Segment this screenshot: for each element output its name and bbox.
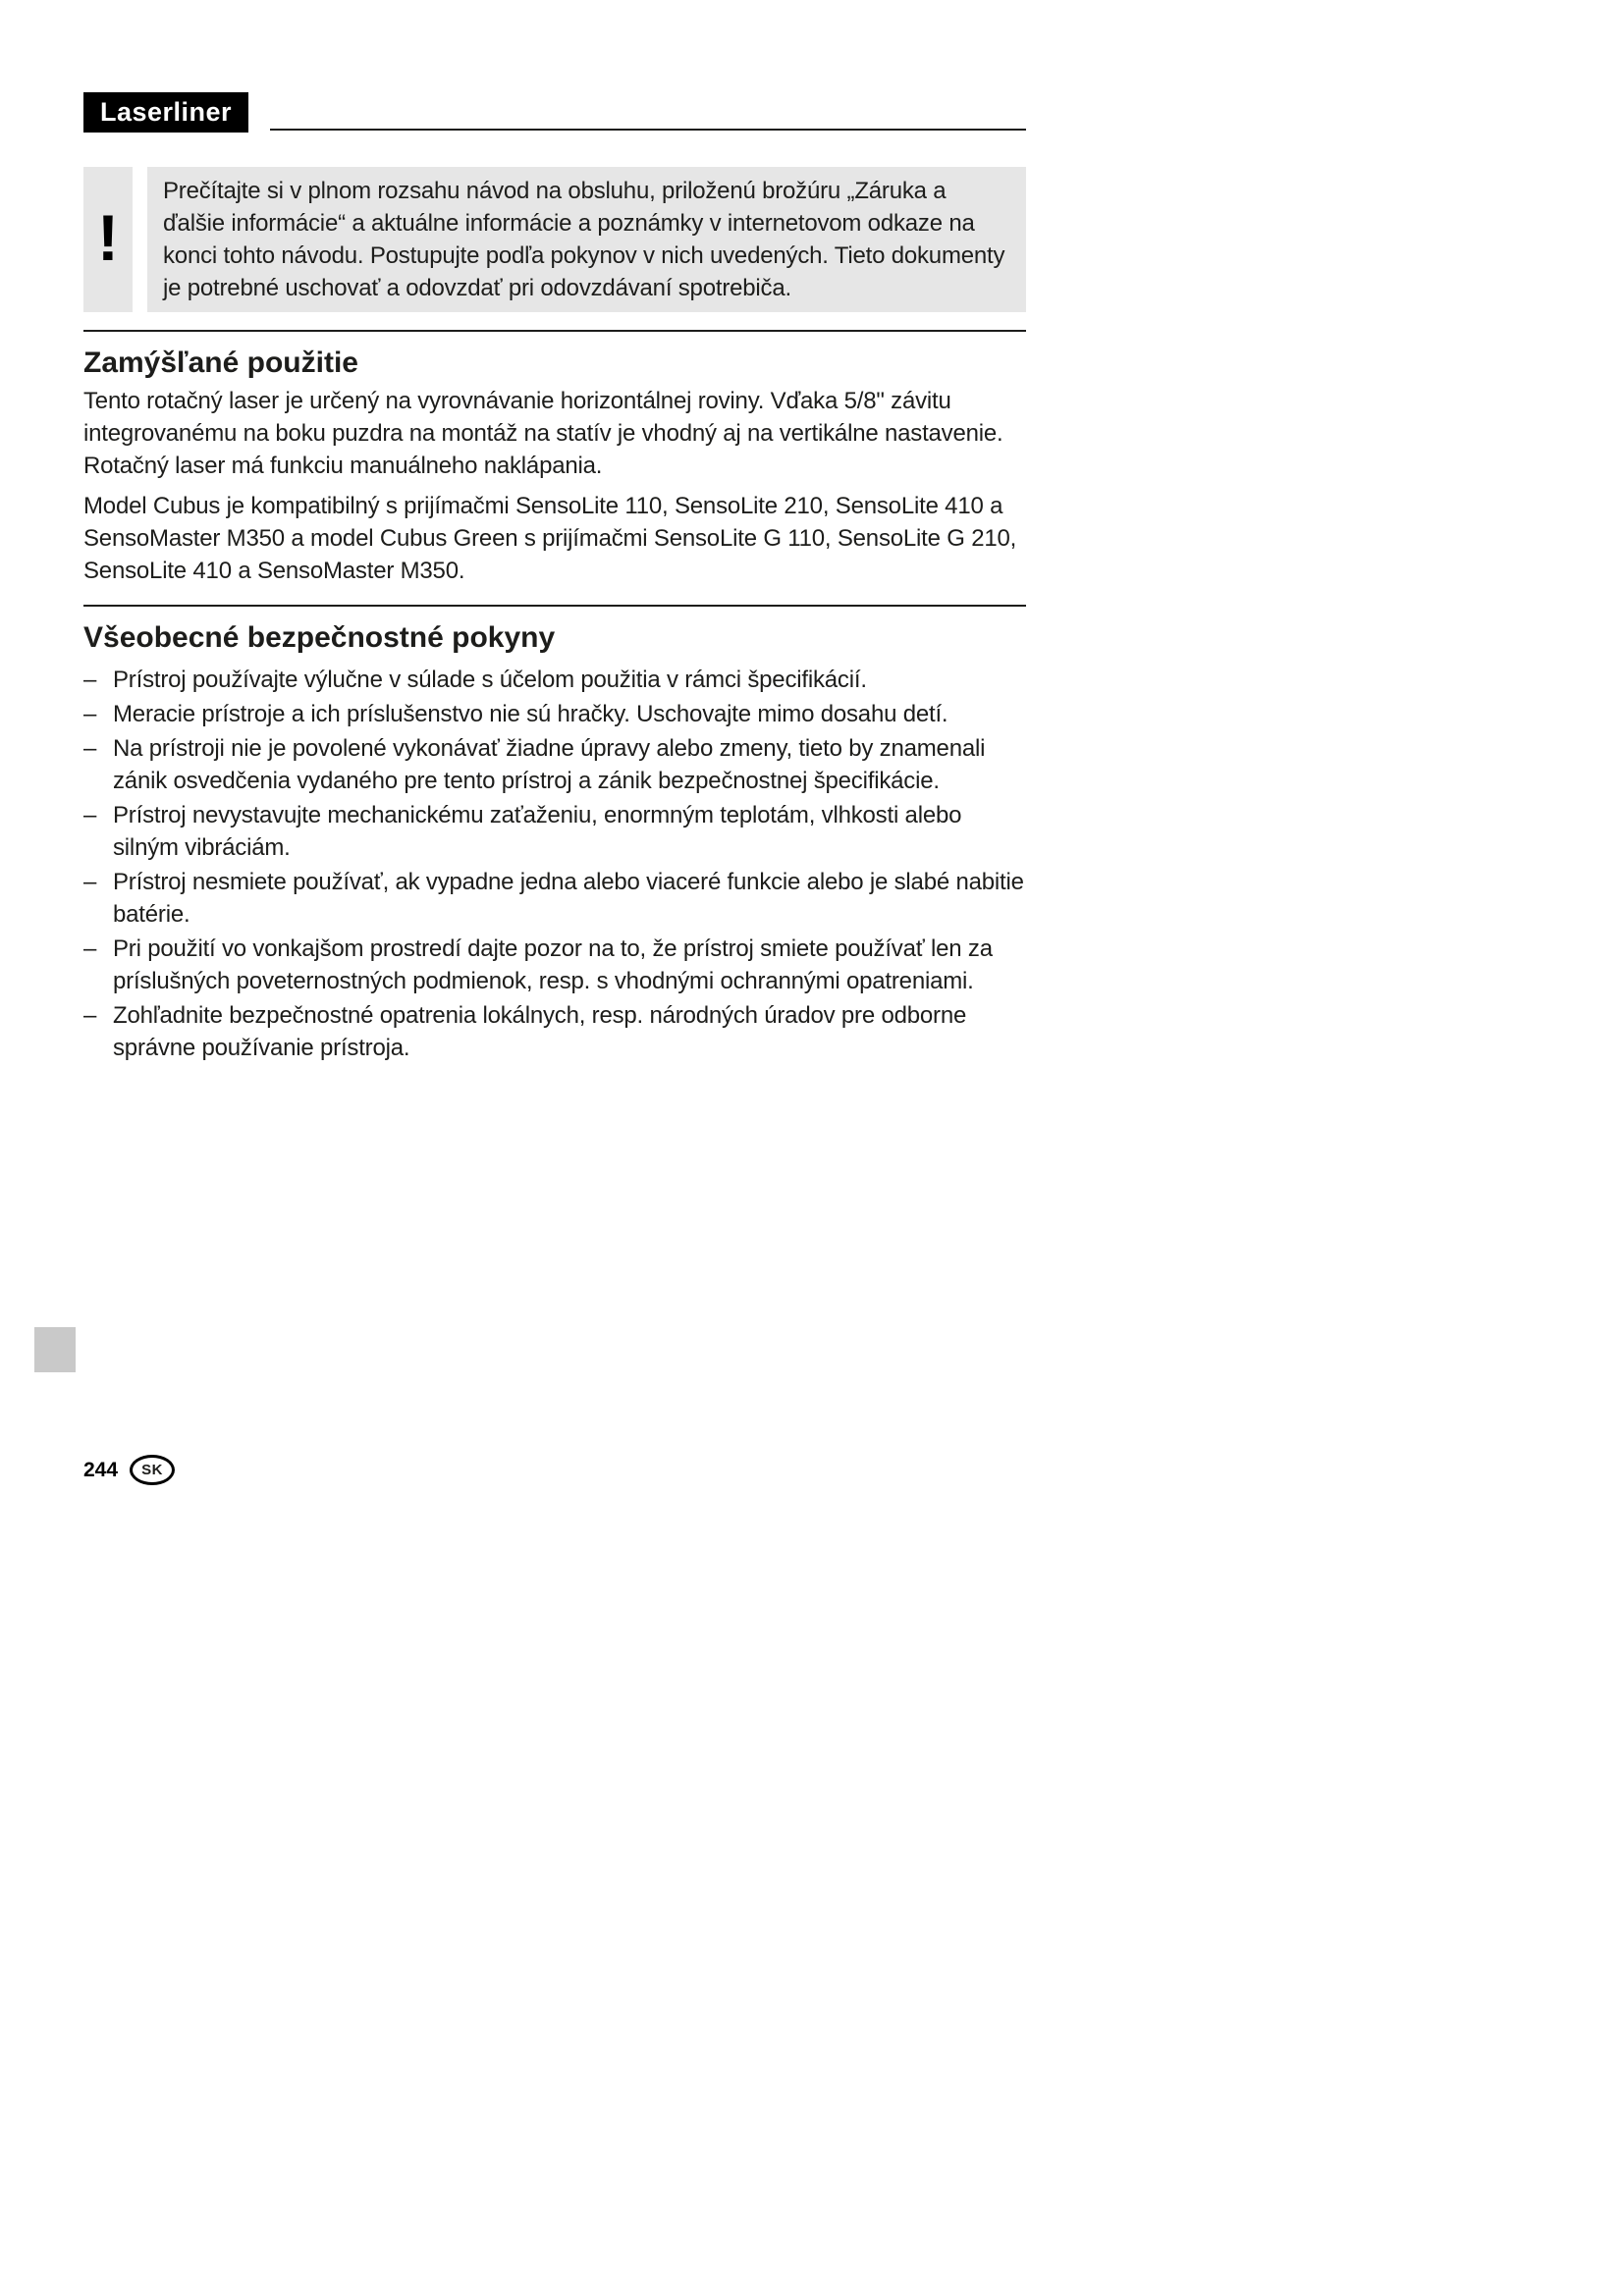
dash-marker: – — [83, 1002, 97, 1029]
safety-bullet-list — [83, 664, 1026, 1064]
bullet-text: Meracie prístroje a ich príslušenstvo nie sú hračky. Uschovajte mimo dosahu detí. — [113, 701, 948, 727]
bullet-text: Pri použití vo vonkajšom prostredí dajte pozor na to, že prístroj smiete používať len za príslušných poveternostných podmienok, resp. s vhodnými ochrannými opatreniami. — [113, 935, 993, 994]
page-header — [83, 0, 1026, 167]
page-number: 244 — [83, 1458, 119, 1481]
manual-page — [83, 0, 1026, 1066]
section-divider — [83, 330, 1026, 332]
list-item — [83, 933, 1026, 997]
language-badge-label: SK — [141, 1462, 163, 1478]
section-title-safety: Všeobecné bezpečnostné pokyny — [83, 621, 556, 654]
list-item — [83, 664, 1026, 696]
dash-marker: – — [83, 802, 97, 828]
bullet-text: Prístroj nesmiete používať, ak vypadne jedna alebo viaceré funkcie alebo je slabé nabitie batérie. — [113, 869, 1024, 928]
dash-marker: – — [83, 935, 97, 962]
dash-marker: – — [83, 701, 97, 727]
list-item — [83, 698, 1026, 730]
scan-artifact-square — [34, 1327, 76, 1372]
dash-marker: – — [83, 869, 97, 895]
paragraph-intended-use-1: Tento rotačný laser je určený na vyrovnávanie horizontálnej roviny. Vďaka 5/8" závitu integrovanému na boku puzdra na montáž na statív je vhodný aj na vertikálne nastavenie. Rotačný laser má funkciu manuálneho naklápania. — [83, 388, 1003, 479]
list-item — [83, 999, 1026, 1064]
dash-marker: – — [83, 667, 97, 693]
section-title-intended-use: Zamýšľané použitie — [83, 347, 358, 379]
warning-text: Prečítajte si v plnom rozsahu návod na obsluhu, priloženú brožúru „Záruka a ďalšie informácie“ a aktuálne informácie a poznámky v internetovom odkaze na konci tohto návodu. Postupujte podľa pokynov v nich uvedených. Tieto dokumenty je potrebné uschovať a odovzdať pri odovzdávaní spotrebiča. — [147, 167, 1026, 312]
bullet-text: Na prístroji nie je povolené vykonávať žiadne úpravy alebo zmeny, tieto by znamenali zánik osvedčenia vydaného pre tento prístroj a zánik bezpečnostnej špecifikácie. — [113, 735, 986, 794]
warning-box — [83, 167, 1026, 312]
exclamation-icon: ! — [97, 201, 119, 274]
bullet-text: Prístroj nevystavujte mechanickému zaťaženiu, enormným teplotám, vlhkosti alebo silným vibráciám. — [113, 802, 962, 861]
list-item — [83, 866, 1026, 931]
bullet-text: Prístroj používajte výlučne v súlade s účelom použitia v rámci špecifikácií. — [113, 667, 867, 693]
warning-icon-cell — [83, 167, 133, 312]
paragraph-intended-use-2: Model Cubus je kompatibilný s prijímačmi SensoLite 110, SensoLite 210, SensoLite 410 a SensoMaster M350 a model Cubus Green s prijímačmi SensoLite G 110, SensoLite G 210, SensoLite 410 a SensoMaster M350. — [83, 493, 1017, 584]
section-divider — [83, 605, 1026, 607]
page-footer — [83, 1455, 175, 1485]
header-divider — [270, 129, 1026, 131]
list-item — [83, 799, 1026, 864]
language-badge — [130, 1455, 175, 1485]
laserliner-logo: Laserliner — [83, 92, 248, 133]
bullet-text: Zohľadnite bezpečnostné opatrenia lokálnych, resp. národných úradov pre odborne správne používanie prístroja. — [113, 1002, 967, 1061]
list-item — [83, 732, 1026, 797]
dash-marker: – — [83, 735, 97, 762]
